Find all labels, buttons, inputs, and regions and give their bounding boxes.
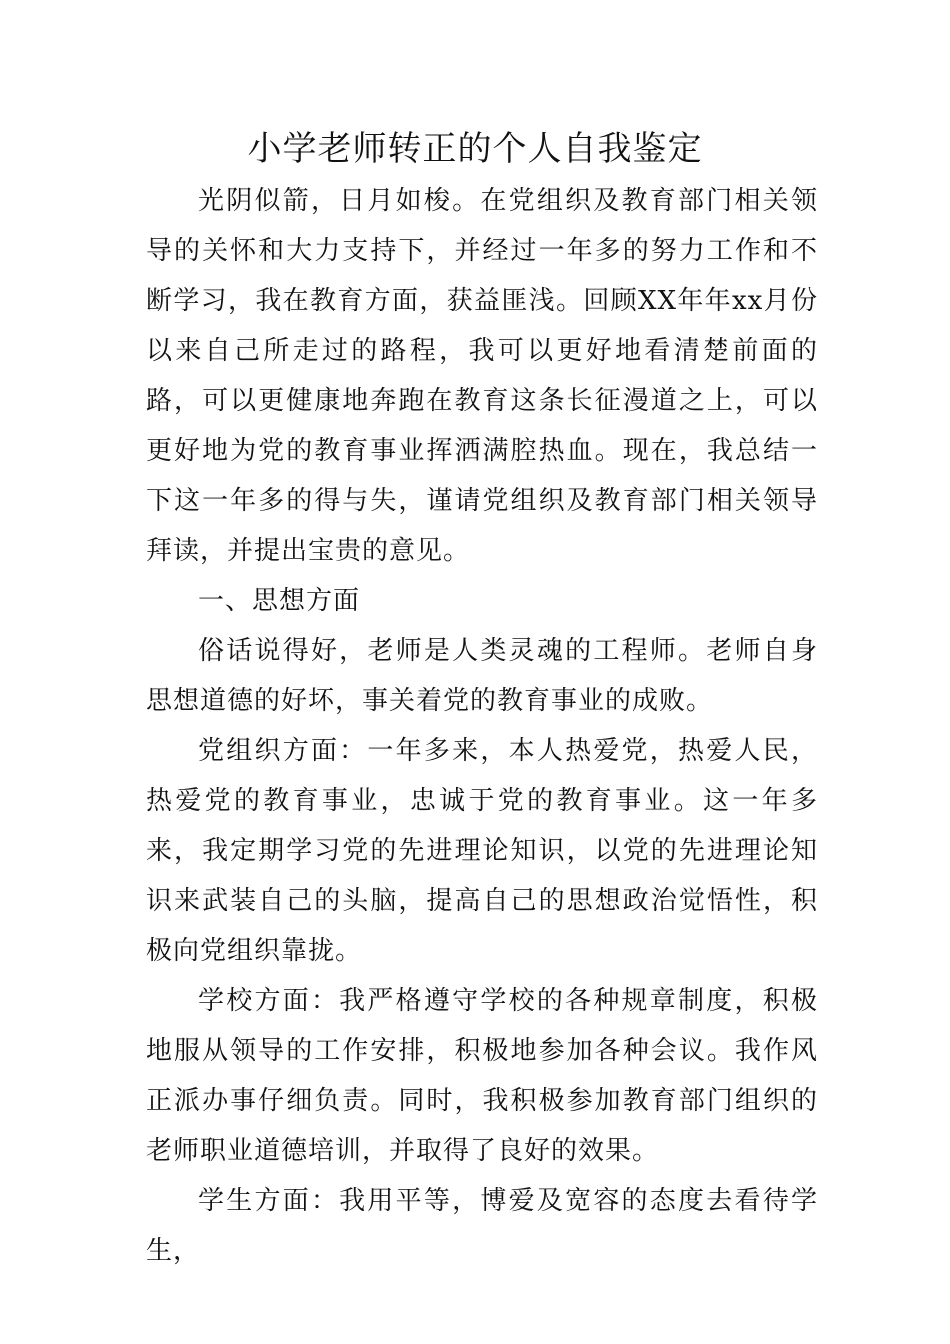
- paragraph-teacher-role: 俗话说得好，老师是人类灵魂的工程师。老师自身思想道德的好坏，事关着党的教育事业的成败。: [146, 636, 818, 716]
- paragraph-school: 学校方面：我严格遵守学校的各种规章制度，积极地服从领导的工作安排，积极地参加各种会议。我作风正派办事仔细负责。同时，我积极参加教育部门组织的老师职业道德培训，并取得了良好的效果。: [146, 986, 818, 1166]
- document-body: [146, 176, 818, 1276]
- paragraph-intro: 光阴似箭，日月如梭。在党组织及教育部门相关领导的关怀和大力支持下，并经过一年多的努力工作和不断学习，我在教育方面，获益匪浅。回顾XX年年xx月份以来自己所走过的路程，我可以更好地看清楚前面的路，可以更健康地奔跑在教育这条长征漫道之上，可以更好地为党的教育事业挥洒满腔热血。现在，我总结一下这一年多的得与失，谨请党组织及教育部门相关领导拜读，并提出宝贵的意见。: [146, 186, 818, 566]
- paragraph-students: 学生方面：我用平等，博爱及宽容的态度去看待学生，: [146, 1186, 818, 1266]
- section-heading-thought: 一、思想方面: [198, 586, 361, 616]
- document-title: 小学老师转正的个人自我鉴定: [247, 129, 703, 169]
- paragraph-party-organization: 党组织方面：一年多来，本人热爱党，热爱人民，热爱党的教育事业，忠诚于党的教育事业。这一年多来，我定期学习党的先进理论知识，以党的先进理论知识来武装自己的头脑，提高自己的思想政治觉悟性，积极向党组织靠拢。: [146, 736, 818, 966]
